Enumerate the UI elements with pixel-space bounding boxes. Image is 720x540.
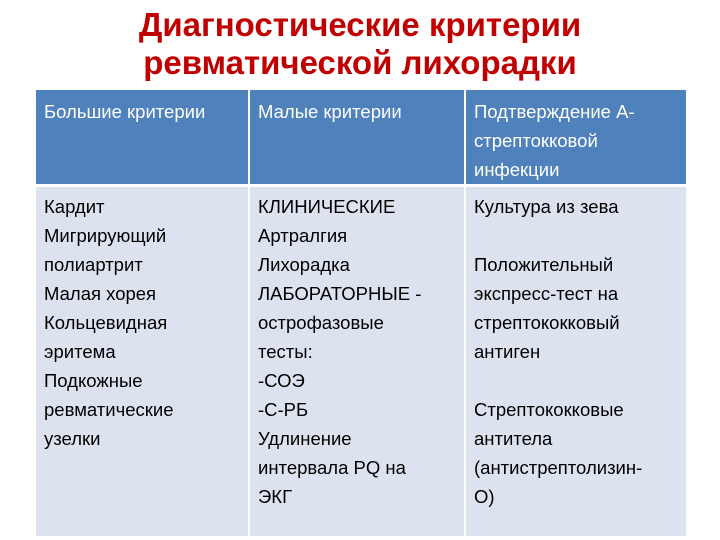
header-confirmation bbox=[465, 90, 686, 186]
major-criteria-line: Кольцевидная bbox=[44, 312, 168, 333]
rapid-test-line: Положительный bbox=[474, 254, 614, 275]
minor-criteria-line: острофазовые bbox=[258, 312, 384, 333]
antibodies-line: (антистрептолизин- bbox=[474, 457, 643, 478]
minor-criteria-line: Артралгия bbox=[258, 225, 348, 246]
culture-line: Культура из зева bbox=[474, 196, 619, 217]
rapid-test-line: антиген bbox=[474, 341, 541, 362]
header-major-criteria bbox=[36, 90, 249, 186]
minor-criteria-line: ЛАБОРАТОРНЫЕ - bbox=[258, 283, 422, 304]
table-row bbox=[36, 186, 686, 536]
major-criteria-line: полиартрит bbox=[44, 254, 143, 275]
major-criteria-line: Мигрирующий bbox=[44, 225, 167, 246]
minor-criteria-cell bbox=[249, 186, 465, 536]
antibodies-line: О) bbox=[474, 486, 495, 507]
slide-title-line-1: Диагностические критерии bbox=[138, 6, 582, 43]
minor-criteria-line: -СОЭ bbox=[258, 370, 305, 391]
confirmation-cell bbox=[465, 186, 686, 536]
header-confirmation-line: стрептокковой bbox=[474, 130, 598, 151]
major-criteria-line: эритема bbox=[44, 341, 116, 362]
rapid-test-line: экспресс-тест на bbox=[474, 283, 619, 304]
table-header-row bbox=[36, 90, 686, 186]
major-criteria-line: ревматические bbox=[44, 399, 174, 420]
spacer bbox=[474, 221, 680, 250]
header-confirmation-line: инфекции bbox=[474, 159, 560, 180]
minor-criteria-line: -С-РБ bbox=[258, 399, 309, 420]
slide-title bbox=[0, 6, 720, 82]
minor-criteria-line: ЭКГ bbox=[258, 486, 293, 507]
slide-title-line-2: ревматической лихорадки bbox=[143, 44, 577, 81]
antibodies-line: Стрептококковые bbox=[474, 399, 624, 420]
major-criteria-line: узелки bbox=[44, 428, 101, 449]
minor-criteria-line: Удлинение bbox=[258, 428, 352, 449]
criteria-table bbox=[36, 90, 686, 536]
major-criteria-line: Подкожные bbox=[44, 370, 143, 391]
header-major-line: Большие критерии bbox=[44, 101, 206, 122]
minor-criteria-line: тесты: bbox=[258, 341, 313, 362]
major-criteria-line: Кардит bbox=[44, 196, 105, 217]
major-criteria-cell bbox=[36, 186, 249, 536]
minor-criteria-line: КЛИНИЧЕСКИЕ bbox=[258, 196, 396, 217]
minor-criteria-line: интервала PQ на bbox=[258, 457, 406, 478]
minor-criteria-line: Лихорадка bbox=[258, 254, 350, 275]
spacer bbox=[474, 366, 680, 395]
antibodies-line: антитела bbox=[474, 428, 553, 449]
header-confirmation-line: Подтверждение А- bbox=[474, 101, 635, 122]
major-criteria-line: Малая хорея bbox=[44, 283, 157, 304]
header-minor-criteria bbox=[249, 90, 465, 186]
header-minor-line: Малые критерии bbox=[258, 101, 402, 122]
rapid-test-line: стрептококковый bbox=[474, 312, 620, 333]
